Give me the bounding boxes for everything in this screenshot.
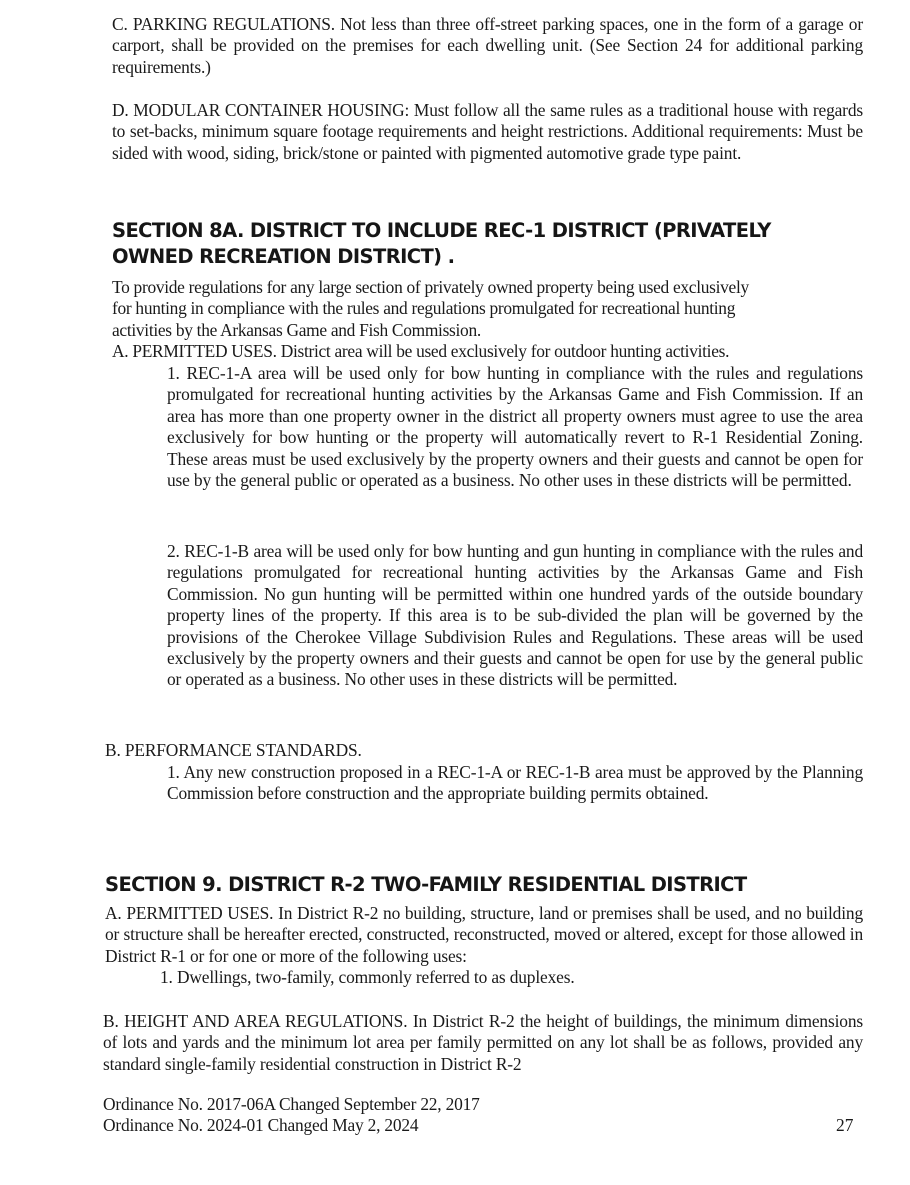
footer-ordinance-2024: Ordinance No. 2024-01 Changed May 2, 2024 (103, 1115, 419, 1135)
section-9-height-area-regulations: B. HEIGHT AND AREA REGULATIONS. In District R-2 the height of buildings, the minimum dimensions of lots and yards and the minimum lot area per family permitted on any lot shall be as follows, provided any standard single-family residential construction in District R-2 (103, 1011, 863, 1074)
section-9-item-duplexes: 1. Dwellings, two-family, commonly referred to as duplexes. (160, 967, 575, 987)
section-9-heading: SECTION 9. DISTRICT R-2 TWO-FAMILY RESIDENTIAL DISTRICT (105, 873, 747, 896)
section-8a-permitted-uses: A. PERMITTED USES. District area will be used exclusively for outdoor hunting activities. (112, 341, 730, 361)
section-8a-performance-standards: B. PERFORMANCE STANDARDS. (105, 740, 362, 760)
intro-line: activities by the Arkansas Game and Fish Commission. (112, 319, 481, 340)
section-8a-heading (112, 218, 872, 270)
intro-line: for hunting in compliance with the rules and regulations promulgated for recreational hunting (112, 298, 736, 319)
section-8a-heading-line1: SECTION 8A. DISTRICT TO INCLUDE REC-1 DISTRICT (PRIVATELY (112, 219, 771, 242)
section-9-permitted-uses: A. PERMITTED USES. In District R-2 no building, structure, land or premises shall be used, and no building or structure shall be hereafter erected, constructed, reconstructed, moved or altered, except for those allowed in District R-1 or for one or more of the following uses: (105, 903, 863, 966)
section-8a-intro (112, 277, 863, 341)
paragraph-parking-regulations: C. PARKING REGULATIONS. Not less than three off-street parking spaces, one in the form of a garage or carport, shall be provided on the premises for each dwelling unit. (See Section 24 for additional parking requirements.) (112, 14, 863, 77)
paragraph-modular-container-housing: D. MODULAR CONTAINER HOUSING: Must follow all the same rules as a traditional house with regards to set-backs, minimum square footage requirements and height restrictions. Additional requirements: Must be sided with wood, siding, brick/stone or painted with pigmented automotive grade type paint. (112, 100, 863, 163)
section-8a-performance-item-1: 1. Any new construction proposed in a REC-1-A or REC-1-B area must be approved by the Planning Commission before construction and the appropriate building permits obtained. (167, 762, 863, 804)
section-8a-item-rec-1-a: 1. REC-1-A area will be used only for bow hunting in compliance with the rules and regulations promulgated for recreational hunting activities by the Arkansas Game and Fish Commission. If an area has more than one property owner in the district all property owners must agree to use the area exclusively for bow hunting or the property will automatically revert to R-1 Residential Zoning. These areas must be used exclusively by the property owners and their guests and cannot be open for use by the general public or operated as a business. No other uses in these districts will be permitted. (167, 363, 863, 491)
section-8a-heading-line2: OWNED RECREATION DISTRICT) . (112, 245, 455, 268)
intro-line: To provide regulations for any large section of privately owned property being used exclusively (112, 277, 749, 297)
page-number: 27 (836, 1115, 854, 1135)
footer-ordinance-2017: Ordinance No. 2017-06A Changed September 22, 2017 (103, 1094, 480, 1114)
section-8a-item-rec-1-b: 2. REC-1-B area will be used only for bow hunting and gun hunting in compliance with the rules and regulations promulgated for recreational hunting activities by the Arkansas Game and Fish Commission. No gun hunting will be permitted within one hundred yards of the outside boundary property lines of the property. If this area is to be sub-divided the plan will be governed by the provisions of the Cherokee Village Subdivision Rules and Regulations. These areas will be used exclusively by the property owners and their guests and cannot be open for use by the general public or operated as a business. No other uses in these districts will be permitted. (167, 541, 863, 690)
